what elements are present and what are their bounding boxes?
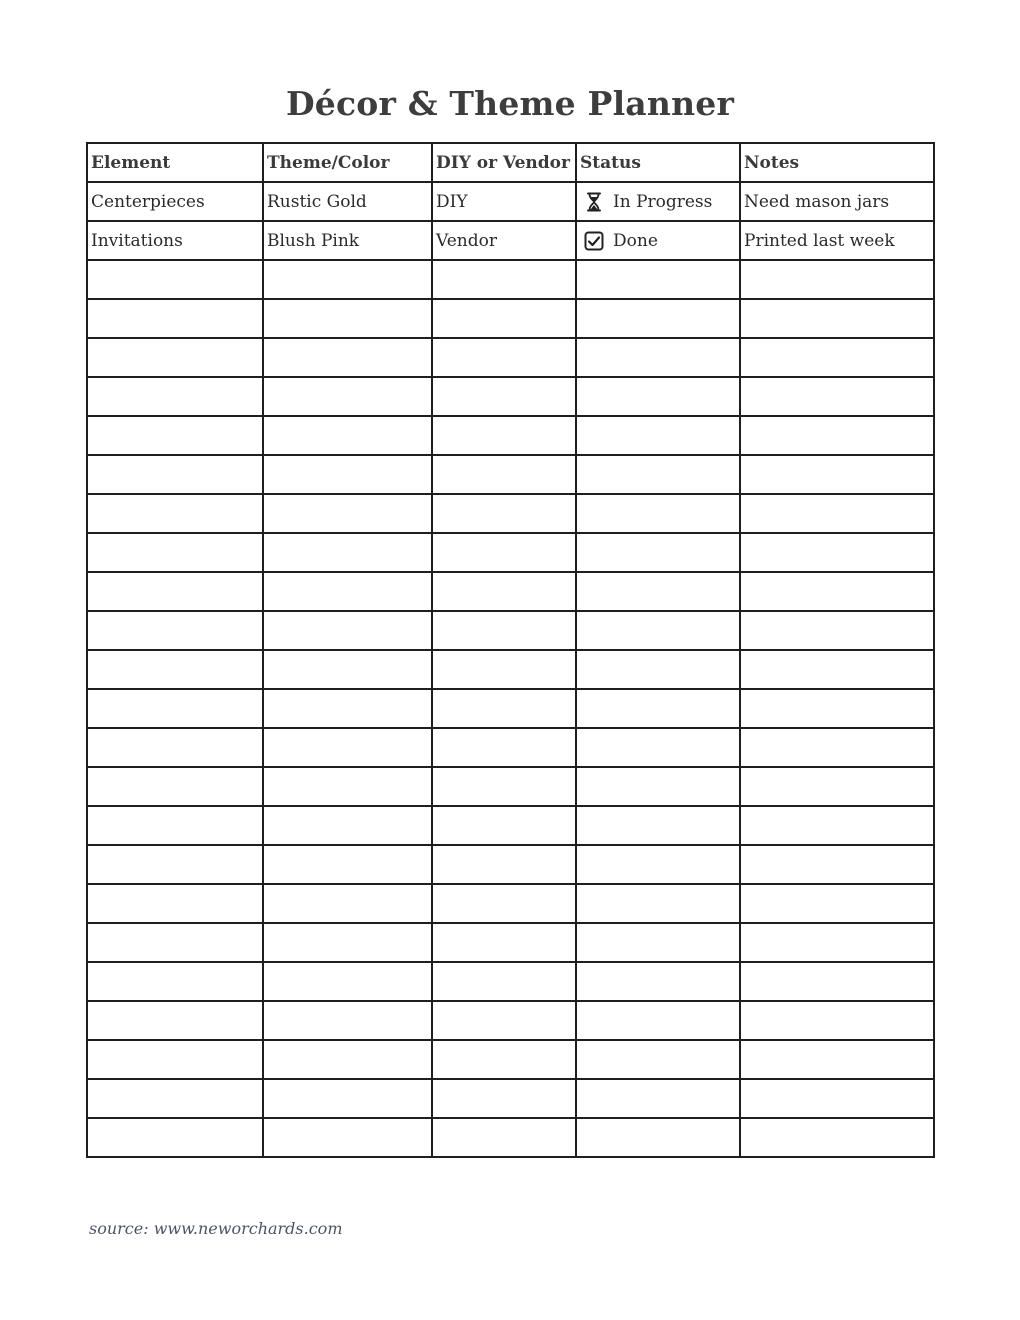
cell-element[interactable] bbox=[87, 767, 263, 806]
cell-status[interactable] bbox=[576, 1001, 740, 1040]
cell-status[interactable] bbox=[576, 1118, 740, 1157]
cell-theme-color[interactable] bbox=[263, 962, 432, 1001]
cell-theme-color[interactable] bbox=[263, 611, 432, 650]
empty-table-row bbox=[87, 923, 934, 962]
cell-theme-color[interactable] bbox=[263, 689, 432, 728]
cell-theme-color[interactable] bbox=[263, 338, 432, 377]
cell-element[interactable] bbox=[87, 845, 263, 884]
cell-diy-or-vendor[interactable] bbox=[432, 338, 576, 377]
source-credit: source: www.neworchards.com bbox=[89, 1219, 343, 1238]
cell-element[interactable]: Centerpieces bbox=[87, 182, 263, 221]
cell-theme-color[interactable] bbox=[263, 1001, 432, 1040]
cell-notes[interactable] bbox=[740, 650, 934, 689]
cell-diy-or-vendor[interactable] bbox=[432, 260, 576, 299]
hourglass-icon bbox=[583, 191, 605, 213]
cell-notes[interactable] bbox=[740, 1118, 934, 1157]
cell-diy-or-vendor[interactable] bbox=[432, 728, 576, 767]
cell-element[interactable] bbox=[87, 494, 263, 533]
cell-notes[interactable] bbox=[740, 689, 934, 728]
cell-notes[interactable]: Need mason jars bbox=[740, 182, 934, 221]
table-row bbox=[87, 182, 934, 221]
cell-theme-color[interactable]: Blush Pink bbox=[263, 221, 432, 260]
empty-table-row bbox=[87, 689, 934, 728]
cell-theme-color[interactable] bbox=[263, 884, 432, 923]
cell-theme-color[interactable] bbox=[263, 767, 432, 806]
cell-status[interactable] bbox=[576, 260, 740, 299]
cell-theme-color[interactable] bbox=[263, 806, 432, 845]
cell-diy-or-vendor[interactable] bbox=[432, 611, 576, 650]
empty-table-row bbox=[87, 884, 934, 923]
cell-diy-or-vendor[interactable] bbox=[432, 1118, 576, 1157]
cell-status[interactable] bbox=[576, 728, 740, 767]
empty-table-row bbox=[87, 1079, 934, 1118]
cell-diy-or-vendor[interactable] bbox=[432, 533, 576, 572]
cell-notes[interactable] bbox=[740, 806, 934, 845]
empty-table-row bbox=[87, 611, 934, 650]
cell-status[interactable] bbox=[576, 611, 740, 650]
cell-diy-or-vendor[interactable]: DIY bbox=[432, 182, 576, 221]
cell-status[interactable] bbox=[576, 650, 740, 689]
cell-element[interactable] bbox=[87, 377, 263, 416]
cell-status[interactable] bbox=[576, 962, 740, 1001]
cell-diy-or-vendor[interactable] bbox=[432, 845, 576, 884]
cell-element[interactable] bbox=[87, 572, 263, 611]
cell-element[interactable] bbox=[87, 689, 263, 728]
cell-status[interactable] bbox=[576, 845, 740, 884]
cell-diy-or-vendor[interactable] bbox=[432, 923, 576, 962]
cell-diy-or-vendor[interactable]: Vendor bbox=[432, 221, 576, 260]
cell-element[interactable] bbox=[87, 923, 263, 962]
cell-diy-or-vendor[interactable] bbox=[432, 884, 576, 923]
cell-status[interactable] bbox=[576, 533, 740, 572]
cell-element[interactable] bbox=[87, 1079, 263, 1118]
cell-notes[interactable] bbox=[740, 1001, 934, 1040]
table-header-row bbox=[87, 143, 934, 182]
empty-table-row bbox=[87, 416, 934, 455]
cell-status[interactable] bbox=[576, 806, 740, 845]
cell-theme-color[interactable] bbox=[263, 572, 432, 611]
cell-theme-color[interactable] bbox=[263, 455, 432, 494]
column-header-notes: Notes bbox=[740, 143, 934, 182]
cell-diy-or-vendor[interactable] bbox=[432, 377, 576, 416]
cell-theme-color[interactable]: Rustic Gold bbox=[263, 182, 432, 221]
cell-theme-color[interactable] bbox=[263, 260, 432, 299]
cell-element[interactable] bbox=[87, 806, 263, 845]
cell-notes[interactable] bbox=[740, 923, 934, 962]
cell-theme-color[interactable] bbox=[263, 923, 432, 962]
empty-table-row bbox=[87, 1118, 934, 1157]
cell-theme-color[interactable] bbox=[263, 728, 432, 767]
cell-diy-or-vendor[interactable] bbox=[432, 767, 576, 806]
cell-diy-or-vendor[interactable] bbox=[432, 1001, 576, 1040]
cell-notes[interactable] bbox=[740, 884, 934, 923]
cell-status[interactable] bbox=[576, 494, 740, 533]
cell-element[interactable] bbox=[87, 260, 263, 299]
cell-status[interactable] bbox=[576, 377, 740, 416]
empty-table-row bbox=[87, 806, 934, 845]
cell-notes[interactable] bbox=[740, 455, 934, 494]
cell-status[interactable] bbox=[576, 338, 740, 377]
cell-theme-color[interactable] bbox=[263, 1040, 432, 1079]
cell-status[interactable] bbox=[576, 221, 740, 260]
cell-notes[interactable] bbox=[740, 611, 934, 650]
cell-element[interactable] bbox=[87, 884, 263, 923]
empty-table-row bbox=[87, 650, 934, 689]
planner-table bbox=[86, 142, 935, 1158]
empty-table-row bbox=[87, 767, 934, 806]
cell-status[interactable] bbox=[576, 572, 740, 611]
cell-status[interactable] bbox=[576, 416, 740, 455]
empty-table-row bbox=[87, 455, 934, 494]
cell-theme-color[interactable] bbox=[263, 299, 432, 338]
cell-theme-color[interactable] bbox=[263, 1118, 432, 1157]
cell-diy-or-vendor[interactable] bbox=[432, 806, 576, 845]
cell-notes[interactable] bbox=[740, 494, 934, 533]
cell-element[interactable] bbox=[87, 416, 263, 455]
cell-element[interactable] bbox=[87, 1040, 263, 1079]
column-header-element: Element bbox=[87, 143, 263, 182]
cell-notes[interactable] bbox=[740, 533, 934, 572]
cell-notes[interactable] bbox=[740, 962, 934, 1001]
cell-theme-color[interactable] bbox=[263, 533, 432, 572]
cell-element[interactable] bbox=[87, 338, 263, 377]
cell-notes[interactable] bbox=[740, 1040, 934, 1079]
empty-table-row bbox=[87, 377, 934, 416]
column-header-diy-or-vendor: DIY or Vendor bbox=[432, 143, 576, 182]
empty-table-row bbox=[87, 845, 934, 884]
cell-diy-or-vendor[interactable] bbox=[432, 1079, 576, 1118]
cell-element[interactable] bbox=[87, 1001, 263, 1040]
column-header-status: Status bbox=[576, 143, 740, 182]
cell-element[interactable]: Invitations bbox=[87, 221, 263, 260]
cell-status[interactable] bbox=[576, 182, 740, 221]
cell-status[interactable] bbox=[576, 1040, 740, 1079]
cell-status[interactable] bbox=[576, 299, 740, 338]
cell-theme-color[interactable] bbox=[263, 377, 432, 416]
cell-status[interactable] bbox=[576, 923, 740, 962]
cell-element[interactable] bbox=[87, 650, 263, 689]
cell-notes[interactable] bbox=[740, 260, 934, 299]
cell-diy-or-vendor[interactable] bbox=[432, 455, 576, 494]
cell-element[interactable] bbox=[87, 611, 263, 650]
empty-table-row bbox=[87, 962, 934, 1001]
status-text: In Progress bbox=[613, 191, 713, 212]
empty-table-row bbox=[87, 494, 934, 533]
status-text: Done bbox=[613, 230, 658, 251]
empty-table-row bbox=[87, 260, 934, 299]
cell-diy-or-vendor[interactable] bbox=[432, 299, 576, 338]
cell-diy-or-vendor[interactable] bbox=[432, 572, 576, 611]
cell-notes[interactable] bbox=[740, 338, 934, 377]
column-header-theme-color: Theme/Color bbox=[263, 143, 432, 182]
cell-theme-color[interactable] bbox=[263, 416, 432, 455]
cell-theme-color[interactable] bbox=[263, 845, 432, 884]
cell-notes[interactable] bbox=[740, 299, 934, 338]
cell-diy-or-vendor[interactable] bbox=[432, 1040, 576, 1079]
cell-status[interactable] bbox=[576, 689, 740, 728]
cell-status[interactable] bbox=[576, 884, 740, 923]
cell-element[interactable] bbox=[87, 728, 263, 767]
cell-status[interactable] bbox=[576, 767, 740, 806]
cell-status[interactable] bbox=[576, 455, 740, 494]
page-title: Décor & Theme Planner bbox=[285, 84, 735, 123]
cell-theme-color[interactable] bbox=[263, 650, 432, 689]
empty-table-row bbox=[87, 1001, 934, 1040]
cell-element[interactable] bbox=[87, 962, 263, 1001]
cell-status[interactable] bbox=[576, 1079, 740, 1118]
cell-theme-color[interactable] bbox=[263, 494, 432, 533]
cell-element[interactable] bbox=[87, 533, 263, 572]
empty-table-row bbox=[87, 338, 934, 377]
cell-notes[interactable] bbox=[740, 767, 934, 806]
cell-diy-or-vendor[interactable] bbox=[432, 689, 576, 728]
cell-element[interactable] bbox=[87, 455, 263, 494]
checkbox-checked-icon bbox=[583, 230, 605, 252]
cell-diy-or-vendor[interactable] bbox=[432, 494, 576, 533]
cell-diy-or-vendor[interactable] bbox=[432, 650, 576, 689]
cell-diy-or-vendor[interactable] bbox=[432, 962, 576, 1001]
cell-notes[interactable] bbox=[740, 845, 934, 884]
table-row bbox=[87, 221, 934, 260]
cell-notes[interactable] bbox=[740, 728, 934, 767]
cell-diy-or-vendor[interactable] bbox=[432, 416, 576, 455]
cell-element[interactable] bbox=[87, 1118, 263, 1157]
empty-table-row bbox=[87, 572, 934, 611]
empty-table-row bbox=[87, 299, 934, 338]
cell-notes[interactable] bbox=[740, 572, 934, 611]
cell-notes[interactable] bbox=[740, 416, 934, 455]
empty-table-row bbox=[87, 533, 934, 572]
cell-element[interactable] bbox=[87, 299, 263, 338]
empty-table-row bbox=[87, 728, 934, 767]
cell-notes[interactable] bbox=[740, 1079, 934, 1118]
cell-notes[interactable] bbox=[740, 377, 934, 416]
cell-notes[interactable]: Printed last week bbox=[740, 221, 934, 260]
empty-table-row bbox=[87, 1040, 934, 1079]
cell-theme-color[interactable] bbox=[263, 1079, 432, 1118]
